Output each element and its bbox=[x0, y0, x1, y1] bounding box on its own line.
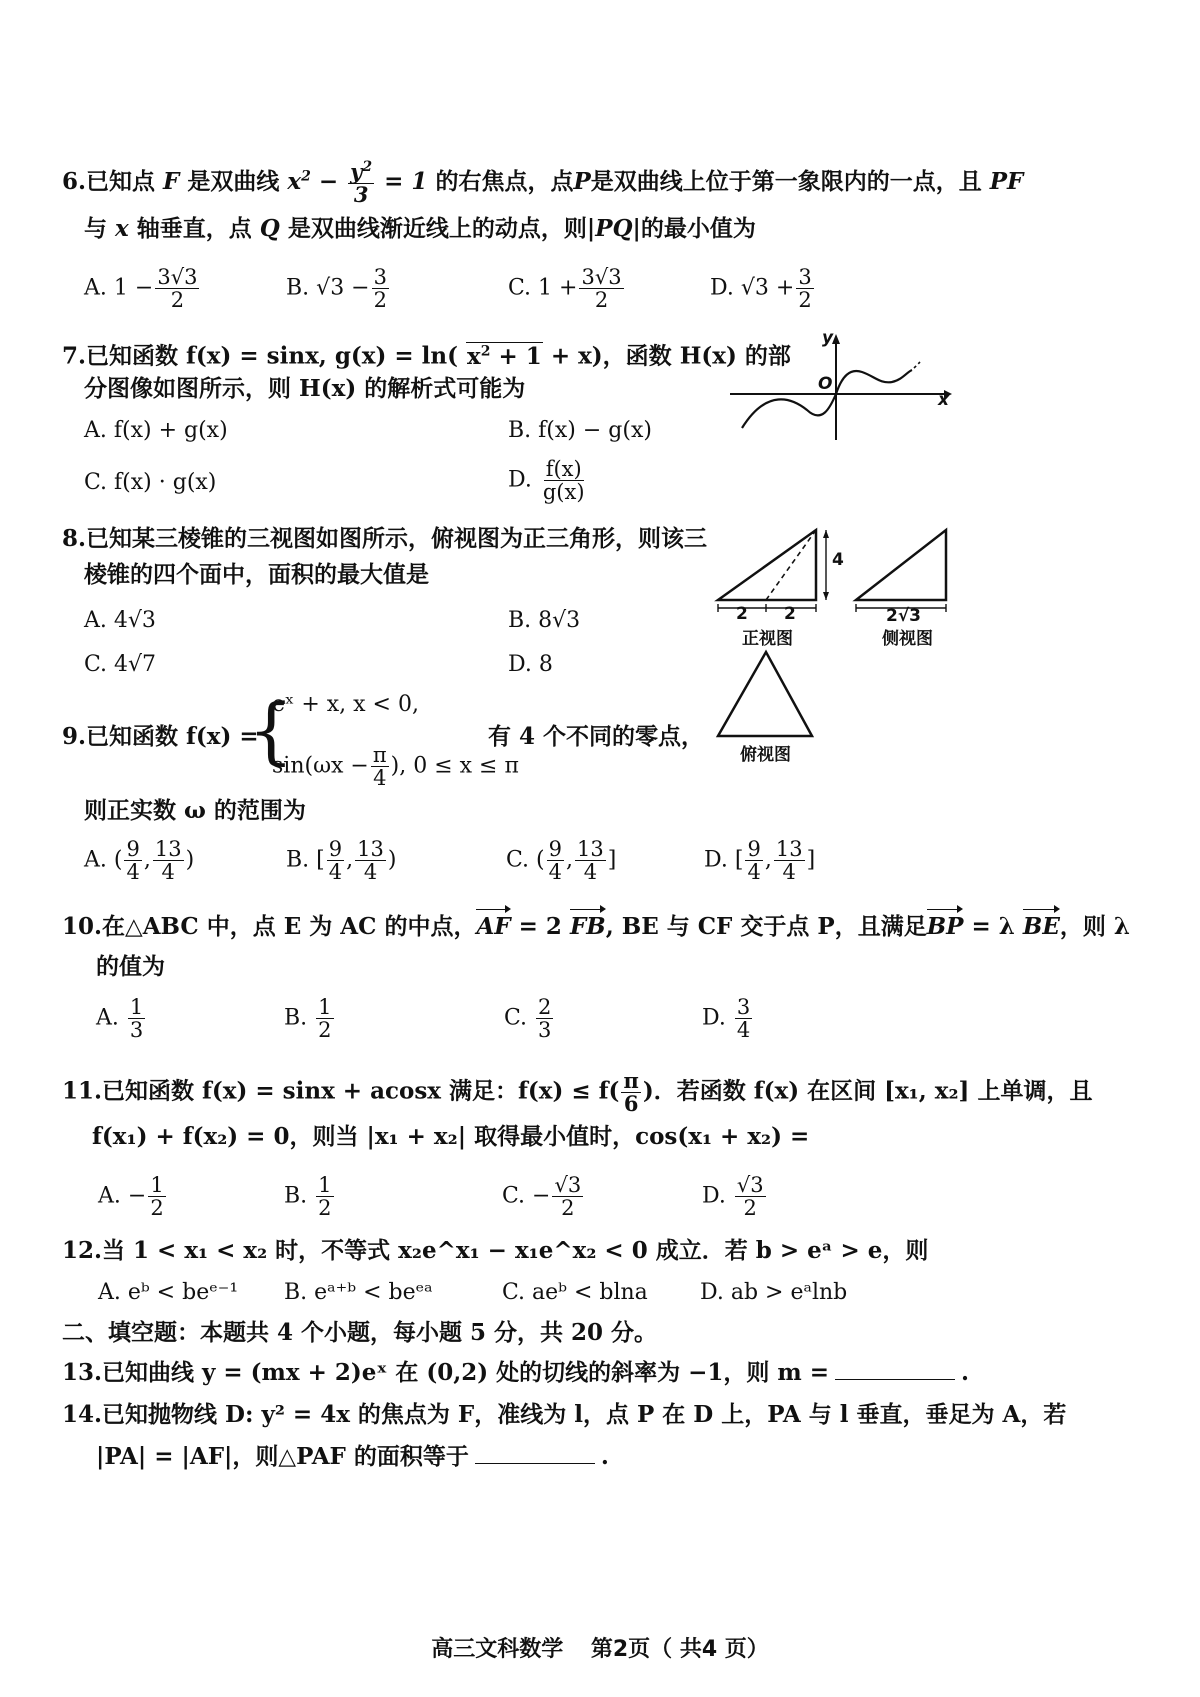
q11-option-d: D. $\frac{√3}{2}$ bbox=[702, 1173, 764, 1221]
q10-line1: 10.在△ABC 中，点 E 为 AC 的中点，AF = 2 FB, BE 与 CF 交于点 P，且满足BP = λ BE，则 λ bbox=[62, 913, 1131, 940]
q7-function-graph bbox=[722, 328, 962, 448]
q8-dim-2b: 2 bbox=[784, 604, 796, 624]
q8-line2: 棱锥的四个面中，面积的最大值是 bbox=[84, 561, 429, 588]
q12-option-d: D. ab > eᵃlnb bbox=[700, 1280, 848, 1305]
q7-sqrt: $x^2 + 1$ bbox=[467, 342, 542, 370]
q9-brace: { bbox=[248, 688, 294, 772]
q9-option-a: A. ( $\frac{9}{4}$ , $\frac{13}{4}$ ) bbox=[84, 837, 195, 885]
q10-line2: 的值为 bbox=[96, 953, 165, 980]
q7-graph-o-label: O bbox=[818, 374, 833, 394]
q8-dim-2a: 2 bbox=[736, 604, 748, 624]
q7-line2: 分图像如图所示，则 H(x) 的解析式可能为 bbox=[84, 375, 526, 402]
q6-option-d: D. √3 + $\frac{3}{2}$ bbox=[710, 265, 812, 313]
q7-option-a: A. f(x) + g(x) bbox=[84, 418, 228, 443]
q11-option-b: B. $\frac{1}{2}$ bbox=[284, 1173, 332, 1221]
q8-option-c: C. 4√7 bbox=[84, 652, 157, 677]
q13-answer-blank[interactable] bbox=[835, 1379, 955, 1380]
q10-option-b: B. $\frac{1}{2}$ bbox=[284, 995, 332, 1043]
q9-case2: sin(ωx − $\frac{\pi}{4}$ ), 0 ≤ x ≤ π bbox=[272, 743, 519, 791]
q9-option-c: C. ( $\frac{9}{4}$ , $\frac{13}{4}$ ] bbox=[506, 837, 617, 885]
q6-option-a: A. 1 − $\frac{3√3}{2}$ bbox=[84, 265, 198, 313]
q8-dim-4: 4 bbox=[832, 550, 844, 570]
q10-option-c: C. $\frac{2}{3}$ bbox=[504, 995, 552, 1043]
q6-line2: 与 x 轴垂直，点 Q 是双曲线渐近线上的动点，则|PQ|的最小值为 bbox=[84, 215, 756, 242]
q13-line: 13.已知曲线 y = (mx + 2)eˣ 在 (0,2) 处的切线的斜率为 −1，则 m = . bbox=[62, 1359, 970, 1386]
q9-tail: 有 4 个不同的零点， bbox=[488, 723, 705, 750]
q7-line1: 7.已知函数 f(x) = sinx, g(x) = ln( $x^2 + 1 + x$)，函数 H(x) 的部 bbox=[62, 342, 791, 370]
q8-front-view-label: 正视图 bbox=[742, 629, 793, 649]
q14-line2: |PA| = |AF|，则△PAF 的面积等于 . bbox=[96, 1443, 609, 1470]
q7-option-d: D. $\frac{f(x)}{g(x)}$ bbox=[508, 457, 585, 505]
q8-option-b: B. 8√3 bbox=[508, 608, 581, 633]
q6-option-c: C. 1 + $\frac{3√3}{2}$ bbox=[508, 265, 622, 313]
q9-option-d: D. [ $\frac{9}{4}$ , $\frac{13}{4}$ ] bbox=[704, 837, 816, 885]
q8-option-d: D. 8 bbox=[508, 652, 553, 677]
q8-option-a: A. 4√3 bbox=[84, 608, 156, 633]
q10-option-a: A. $\frac{1}{3}$ bbox=[96, 995, 144, 1043]
footer-subject: 高三文科数学 bbox=[431, 1637, 564, 1662]
q7-graph-y-label: y bbox=[822, 328, 834, 348]
q11-line1: 11.已知函数 f(x) = sinx + acosx 满足：f(x) ≤ f( $\frac{\pi}{6}$ )．若函数 f(x) 在区间 [x₁, x₂] 上单调，且 bbox=[62, 1068, 1093, 1117]
q9-line2: 则正实数 ω 的范围为 bbox=[84, 797, 306, 824]
q7-option-b: B. f(x) − g(x) bbox=[508, 418, 652, 443]
q8-side-view-label: 侧视图 bbox=[882, 629, 933, 649]
q6-option-b: B. √3 − $\frac{3}{2}$ bbox=[286, 265, 387, 313]
q12-option-b: B. eᵃ⁺ᵇ < beᵉᵃ bbox=[284, 1280, 433, 1305]
q9-lead: 9.已知函数 f(x) = bbox=[62, 723, 259, 750]
q7-graph-x-label: x bbox=[938, 390, 949, 410]
q11-option-c: C. − $\frac{√3}{2}$ bbox=[502, 1173, 582, 1221]
q11-line2: f(x₁) + f(x₂) = 0，则当 |x₁ + x₂| 取得最小值时，cos(x₁ + x₂) = bbox=[92, 1123, 810, 1150]
q12-option-c: C. aeᵇ < blna bbox=[502, 1280, 648, 1305]
q12-line1: 12.当 1 < x₁ < x₂ 时，不等式 x₂e^x₁ − x₁e^x₂ < 0 成立．若 b > eᵃ > e，则 bbox=[62, 1237, 929, 1264]
q10-option-d: D. $\frac{3}{4}$ bbox=[702, 995, 751, 1043]
section-2-heading: 二、填空题：本题共 4 个小题，每小题 5 分，共 20 分。 bbox=[62, 1319, 658, 1346]
q7-option-c: C. f(x) · g(x) bbox=[84, 470, 217, 495]
q14-answer-blank[interactable] bbox=[475, 1463, 595, 1464]
q8-line1: 8.已知某三棱锥的三视图如图所示，俯视图为正三角形，则该三 bbox=[62, 525, 708, 552]
q12-option-a: A. eᵇ < beᵉ⁻¹ bbox=[98, 1280, 239, 1305]
page-footer bbox=[0, 1632, 1200, 1663]
q14-line1: 14.已知抛物线 D: y² = 4x 的焦点为 F，准线为 l，点 P 在 D 上，PA 与 l 垂直，垂足为 A，若 bbox=[62, 1401, 1067, 1428]
q6-line1: 6.已知点 F 是双曲线 $x^2$ − $\frac{y^2}{3}$ = 1 的右焦点，点P是双曲线上位于第一象限内的一点，且 PF bbox=[62, 159, 1024, 208]
footer-page-number: 第2页（ 共4 页） bbox=[590, 1637, 769, 1662]
q8-dim-2r3: 2√3 bbox=[886, 606, 921, 626]
q6-hyperbola: $x^2$ − $\frac{y^2}{3}$ = 1 bbox=[287, 159, 428, 208]
q11-option-a: A. − $\frac{1}{2}$ bbox=[98, 1173, 164, 1221]
q9-option-b: B. [ $\frac{9}{4}$ , $\frac{13}{4}$ ) bbox=[286, 837, 397, 885]
q8-top-view-label: 俯视图 bbox=[740, 745, 791, 765]
q9-case1: eˣ + x, x < 0, bbox=[272, 692, 419, 717]
